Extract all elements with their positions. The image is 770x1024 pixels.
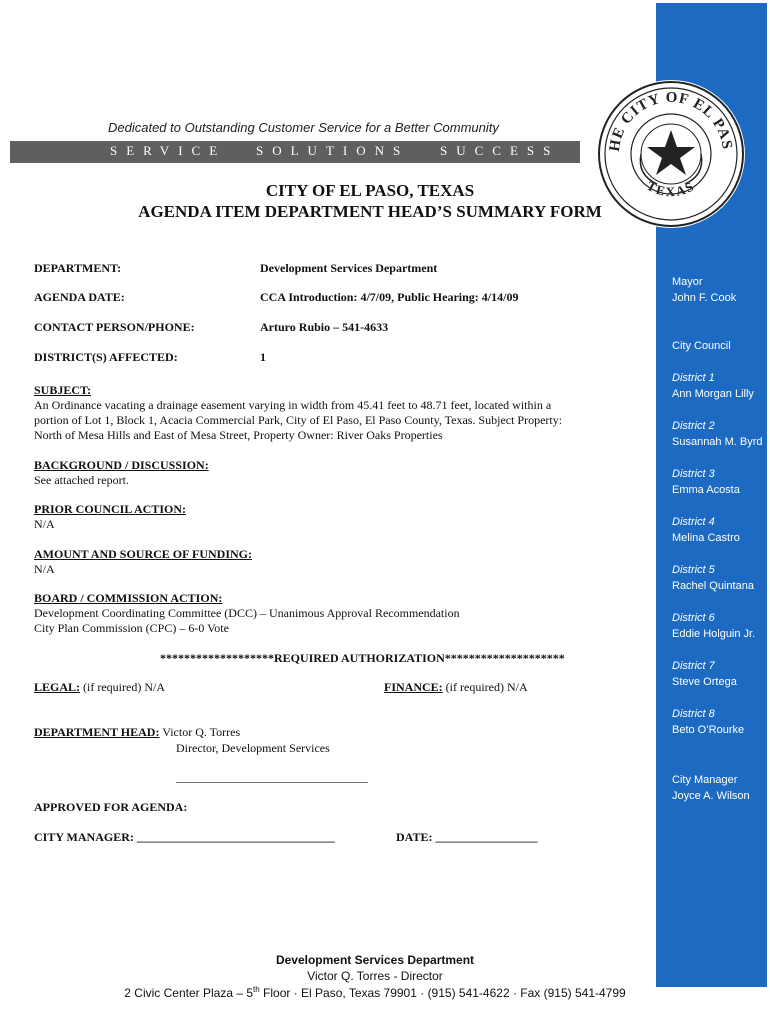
footer-address-sup: th	[253, 985, 260, 994]
contact-label: CONTACT PERSON/PHONE:	[34, 320, 195, 334]
page-title-line1: CITY OF EL PASO, TEXAS	[265, 181, 475, 200]
department-label: DEPARTMENT:	[34, 261, 122, 275]
service-banner	[10, 141, 580, 163]
footer-director: Victor Q. Torres - Director	[307, 969, 443, 983]
district-6-label: District 6	[672, 612, 715, 624]
district-5-name: Rachel Quintana	[672, 580, 754, 592]
district-1-name: Ann Morgan Lilly	[672, 388, 754, 400]
subject-line: North of Mesa Hills and East of Mesa Street, Property Owner: River Oaks Properties	[34, 428, 443, 442]
agenda-date-label: AGENDA DATE:	[34, 290, 125, 304]
funding-text: N/A	[34, 562, 55, 576]
tagline: Dedicated to Outstanding Customer Service for a Better Community	[108, 120, 499, 135]
district-7-name: Steve Ortega	[672, 676, 737, 688]
prior-action-heading: PRIOR COUNCIL ACTION:	[34, 502, 187, 516]
district-4-label: District 4	[672, 516, 715, 528]
seal-bottom-text: TEXAS	[644, 177, 698, 200]
department-head-label: DEPARTMENT HEAD:	[34, 725, 160, 739]
page-title-line2: AGENDA ITEM DEPARTMENT HEAD’S SUMMARY FORM	[138, 202, 602, 221]
date-signature: DATE: _________________	[396, 830, 538, 844]
district-label: DISTRICT(S) AFFECTED:	[34, 350, 178, 364]
banner-word-service: SERVICE	[110, 143, 227, 158]
finance-value: (if required) N/A	[445, 680, 528, 694]
city-manager-name: Joyce A. Wilson	[672, 790, 750, 802]
footer-address	[0, 985, 750, 1000]
district-2-label: District 2	[672, 420, 715, 432]
board-line: Development Coordinating Committee (DCC) – Unanimous Approval Recommendation	[34, 606, 460, 620]
district-6-name: Eddie Holguin Jr.	[672, 628, 756, 640]
footer-address-end: Floor · El Paso, Texas 79901 · (915) 541-4622 · Fax (915) 541-4799	[259, 986, 626, 1000]
legal-row	[34, 680, 165, 695]
department-head-row	[34, 725, 240, 740]
legal-value: (if required) N/A	[83, 680, 165, 694]
district-5-label: District 5	[672, 564, 715, 576]
district-value: 1	[260, 350, 266, 364]
mayor-name: John F. Cook	[672, 292, 737, 304]
funding-heading: AMOUNT AND SOURCE OF FUNDING:	[34, 547, 253, 561]
required-authorization: *******************REQUIRED AUTHORIZATION********************	[160, 651, 565, 665]
council-label: City Council	[672, 340, 731, 352]
board-heading: BOARD / COMMISSION ACTION:	[34, 591, 223, 605]
district-3-label: District 3	[672, 468, 715, 480]
banner-word-success: SUCCESS	[440, 143, 560, 158]
banner-word-solutions: SOLUTIONS	[256, 143, 410, 158]
district-3-name: Emma Acosta	[672, 484, 740, 496]
board-line: City Plan Commission (CPC) – 6-0 Vote	[34, 621, 229, 635]
district-2-name: Susannah M. Byrd	[672, 436, 763, 448]
mayor-label: Mayor	[672, 276, 703, 288]
finance-label: FINANCE:	[384, 680, 443, 694]
district-8-label: District 8	[672, 708, 715, 720]
contact-value: Arturo Rubio – 541-4633	[260, 320, 389, 334]
background-text: See attached report.	[34, 473, 129, 487]
agenda-date-value: CCA Introduction: 4/7/09, Public Hearing: 4/14/09	[260, 290, 519, 304]
approved-label: APPROVED FOR AGENDA:	[34, 800, 188, 814]
subject-line: portion of Lot 1, Block 1, Acacia Commercial Park, City of El Paso, El Paso County, Texas. Subject Property:	[34, 413, 563, 427]
footer-address-start: 2 Civic Center Plaza – 5	[124, 986, 254, 1000]
department-value: Development Services Department	[260, 261, 438, 275]
department-head-title: Director, Development Services	[176, 741, 330, 755]
district-4-name: Melina Castro	[672, 532, 740, 544]
district-7-label: District 7	[672, 660, 715, 672]
district-1-label: District 1	[672, 372, 715, 384]
footer-department: Development Services Department	[275, 953, 475, 967]
city-manager-label: City Manager	[672, 774, 738, 786]
signature-line: ________________________________	[176, 770, 368, 784]
subject-heading: SUBJECT:	[34, 383, 92, 397]
district-8-name: Beto O’Rourke	[672, 724, 745, 736]
legal-label: LEGAL:	[34, 680, 81, 694]
prior-action-text: N/A	[34, 517, 55, 531]
city-manager-signature: CITY MANAGER: _________________________________	[34, 830, 335, 844]
subject-line: An Ordinance vacating a drainage easement varying in width from 45.41 feet to 48.71 feet, located within a	[34, 398, 552, 412]
department-head-name: Victor Q. Torres	[162, 725, 241, 739]
background-heading: BACKGROUND / DISCUSSION:	[34, 458, 209, 472]
finance-row	[384, 680, 528, 695]
seal-top-text: HE CITY OF EL PAS	[606, 89, 735, 153]
